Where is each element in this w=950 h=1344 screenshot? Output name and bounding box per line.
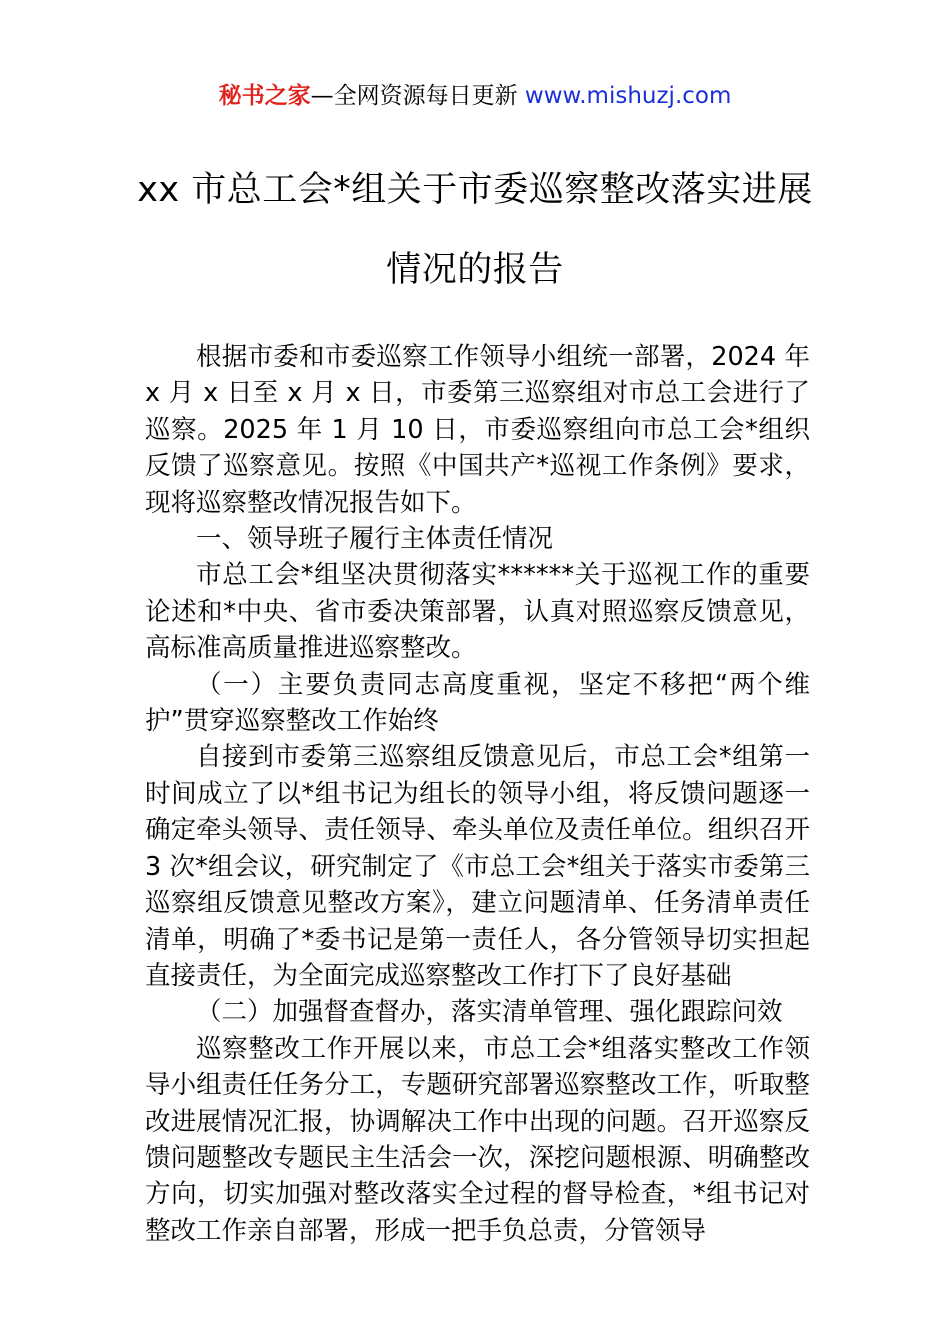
paragraph-section-1: 市总工会*组坚决贯彻落实******关于巡视工作的重要论述和*中央、省市委决策部署，认真对照巡察反馈意见，高标准高质量推进巡察整改。: [145, 560, 810, 664]
brand-name: 秘书之家: [218, 83, 311, 109]
section-heading-1: 一、领导班子履行主体责任情况: [196, 524, 554, 555]
paragraph-subsection-1: 自接到市委第三巡察组反馈意见后，市总工会*组第一时间成立了以*组书记为组长的领导小组，将反馈问题逐一确定牵头领导、责任领导、牵头单位及责任单位。组织召开 3 次*组会议，研究制定了《市总工会*组关于落实市委第三巡察组反馈意见整改方案》，建立问题清单、任务清单责任清单，明确了*委书记是第一责任人，各分管领导切实担起直接责任，为全面完成巡察整改工作打下了良好基础: [145, 742, 810, 991]
subheading-1: （一）主要负责同志高度重视，坚定不移把“两个维护”贯穿巡察整改工作始终: [145, 669, 810, 737]
subheading-2: （二）加强督查督办，落实清单管理、强化跟踪问效: [196, 997, 783, 1028]
document-title: [120, 150, 830, 310]
document-body: [145, 339, 810, 1249]
paragraph-subsection-2: 巡察整改工作开展以来，市总工会*组落实整改工作领导小组责任任务分工，专题研究部署巡察整改工作，听取整改进展情况汇报，协调解决工作中出现的问题。召开巡察反馈问题整改专题民主生活会一次，深挖问题根源、明确整改方向，切实加强对整改落实全过程的督导检查，*组书记对整改工作亲自部署，形成一把手负总责，分管领导: [145, 1033, 810, 1246]
title-line-1: xx 市总工会*组关于市委巡察整改落实进展: [137, 170, 813, 210]
title-line-2: 情况的报告: [386, 250, 564, 290]
site-header: [0, 80, 950, 112]
header-tagline: —全网资源每日更新: [310, 83, 525, 109]
paragraph-intro: 根据市委和市委巡察工作领导小组统一部署，2024 年 x 月 x 日至 x 月 x 日，市委第三巡察组对市总工会进行了巡察。2025 年 1 月 10 日，市委巡察组向市总工会*组织反馈了巡察意见。按照《中国共产*巡视工作条例》要求，现将巡察整改情况报告如下。: [145, 342, 810, 518]
site-url[interactable]: www.mishuzj.com: [524, 83, 732, 109]
